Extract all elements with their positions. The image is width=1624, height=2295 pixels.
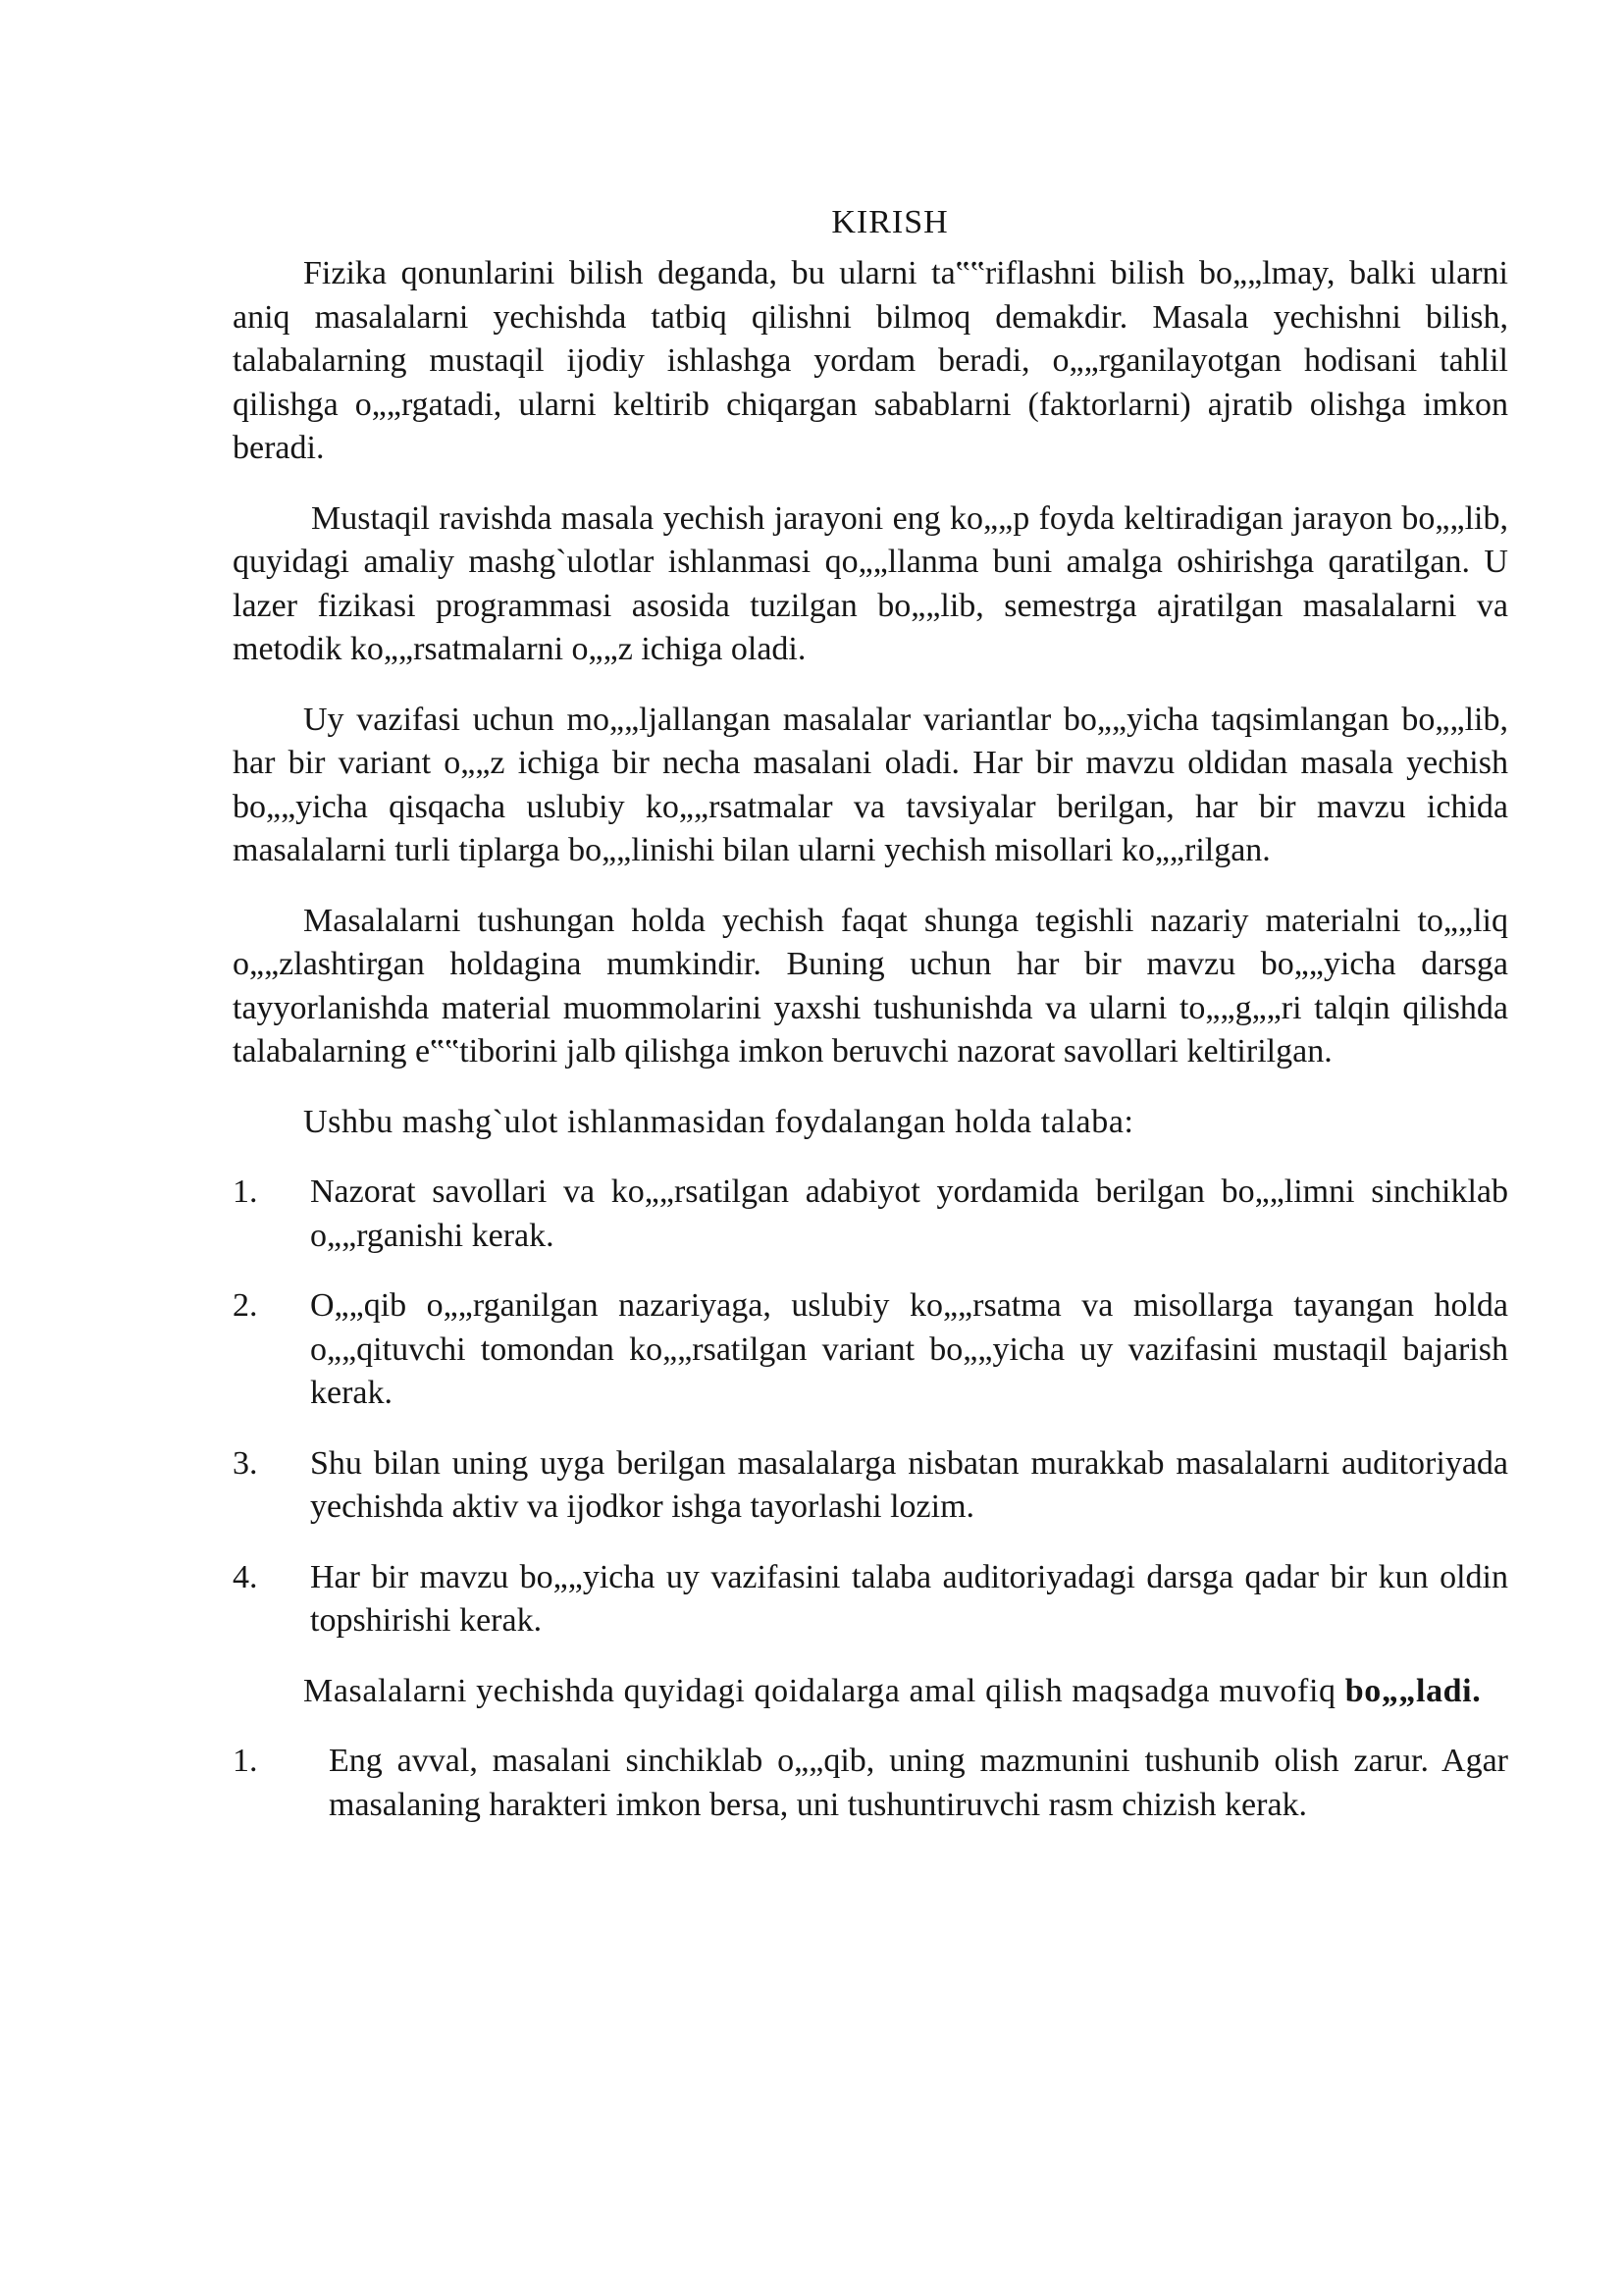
document-page <box>233 201 1508 1853</box>
intro-paragraph-1: Fizika qonunlarini bilish deganda, bu ularni ta‟‟riflashni bilish bo„„lmay, balki ularni aniq masalalarni yechishda tatbiq qilishni bilmoq demakdir. Masala yechishni bilish, talabalarning mustaqil ijodiy ishlashga yordam beradi, o„„rganilayotgan hodisani tahlil qilishga o„„rgatadi, ularni keltirib chiqargan sabablarni (faktorlarni) ajratib olishga imkon beradi. <box>233 255 1508 466</box>
list-item <box>233 1442 1508 1530</box>
list-number: 2. <box>233 1287 258 1324</box>
rules-intro-bold: bo„„ladi. <box>1344 1672 1482 1709</box>
rules-list <box>233 1740 1508 1827</box>
list-number: 1. <box>233 1174 258 1210</box>
list-item <box>233 1171 1508 1258</box>
list-text: Shu bilan uning uyga berilgan masalalarga nisbatan murakkab masalalarni auditoriyada yechishda aktiv va ijodkor ishga tayorlashi lozim. <box>310 1444 1508 1525</box>
list-item <box>233 1740 1508 1827</box>
list-text: O„„qib o„„rganilgan nazariyaga, uslubiy ko„„rsatma va misollarga tayangan holda o„„qituvchi tomondan ko„„rsatilgan variant bo„„yicha uy vazifasini mustaqil bajarish kerak. <box>310 1287 1508 1411</box>
rules-intro-text: Masalalarni yechishda quyidagi qoidalarga amal qilish maqsadga muvofiq <box>303 1672 1336 1709</box>
list-item <box>233 1284 1508 1416</box>
list-number: 1. <box>233 1743 258 1779</box>
student-tasks-list <box>233 1171 1508 1643</box>
intro-paragraph-4: Masalalarni tushungan holda yechish faqat shunga tegishli nazariy materialni to„„liq o„„zlashtirgan holdagina mumkindir. Buning uchun har bir mavzu bo„„yicha darsga tayyorlanishda material muommolarini yaxshi tushunishda va ularni to„„g„„ri talqin qilishda talabalarning e‟‟tiborini jalb qilishga imkon beruvchi nazorat savollari keltirilgan. <box>233 902 1508 1069</box>
rules-intro-paragraph <box>233 1670 1508 1714</box>
list-text: Eng avval, masalani sinchiklab o„„qib, uning mazmunini tushunib olish zarur. Agar masalaning harakteri imkon bersa, uni tushuntiruvchi rasm chizish kerak. <box>329 1743 1508 1823</box>
list-item <box>233 1556 1508 1643</box>
list-text: Nazorat savollari va ko„„rsatilgan adabiyot yordamida berilgan bo„„limni sinchiklab o„„rganishi kerak. <box>310 1174 1508 1254</box>
intro-paragraph-2: Mustaqil ravishda masala yechish jarayoni eng ko„„p foyda keltiradigan jarayon bo„„lib, quyidagi amaliy mashg`ulotlar ishlanmasi qo„„llanma buni amalga oshirishga qaratilgan. U lazer fizikasi programmasi asosida tuzilgan bo„„lib, semestrga ajratilgan masalalarni va metodik ko„„rsatmalarni o„„z ichiga oladi. <box>233 499 1508 667</box>
list-number: 4. <box>233 1558 258 1595</box>
page-title: KIRISH <box>831 204 949 240</box>
intro-paragraph-3: Uy vazifasi uchun mo„„ljallangan masalalar variantlar bo„„yicha taqsimlangan bo„„lib, har bir variant o„„z ichiga bir necha masalani oladi. Har bir mavzu oldidan masala yechish bo„„yicha qisqacha uslubiy ko„„rsatmalar va tavsiyalar berilgan, har bir mavzu ichida masalalarni turli tiplarga bo„„linishi bilan ularni yechish misollari ko„„rilgan. <box>233 701 1508 868</box>
student-tasks-intro: Ushbu mashg`ulot ishlanmasidan foydalangan holda talaba: <box>303 1103 1134 1140</box>
list-text: Har bir mavzu bo„„yicha uy vazifasini talaba auditoriyadagi darsga qadar bir kun oldin topshirishi kerak. <box>310 1558 1508 1639</box>
list-number: 3. <box>233 1444 258 1482</box>
